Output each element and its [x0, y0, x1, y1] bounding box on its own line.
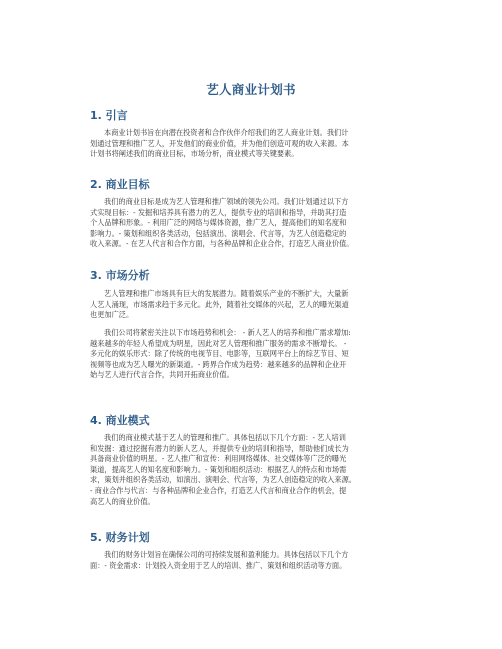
section-paragraph [90, 328, 420, 381]
paragraph-line: 式实现目标：- 发掘和培养具有潜力的艺人，提供专业的培训和指导，并助其打造 [90, 207, 347, 217]
paragraph-line: 始与艺人进行代言合作，共同开拓商业价值。 [90, 370, 234, 380]
paragraph-line: 具备商业价值的明星。- 艺人推广和宣传：利用网络媒体、社交媒体等广泛的曝光 [90, 454, 347, 464]
paragraph-line: 我们的财务计划旨在确保公司的可持续发展和盈利能力。具体包括以下几个方 [104, 550, 349, 559]
section-paragraph [90, 550, 420, 571]
paragraph-line: 高艺人的商业价值。 [90, 496, 155, 506]
paragraph-line: 求，策划并组织各类活动，如演出、演唱会、代言等，为艺人创造稳定的收入来源。 [90, 475, 356, 485]
paragraph-line: 我们公司将紧密关注以下市场趋势和机会： - 新人艺人的培养和推广需求增加: [104, 328, 351, 337]
section-paragraph [90, 197, 420, 250]
paragraph-line: 划通过管理和推广艺人，开发他们的商业价值，并为他们创造可观的收入来源。本 [90, 138, 349, 148]
section-paragraph [90, 128, 420, 160]
paragraph-line: 也更加广泛。 [90, 310, 134, 320]
paragraph-line: 视频等也成为艺人曝光的新渠道。- 跨界合作成为趋势：越来越多的品牌和企业开 [90, 359, 347, 369]
section-heading-financial-plan: 5. 财务计划 [90, 531, 150, 544]
section-heading-business-goals: 2. 商业目标 [90, 178, 150, 191]
paragraph-line: 渠道，提高艺人的知名度和影响力。- 策划和组织活动：根据艺人的特点和市场需 [90, 464, 347, 474]
section-heading-business-model: 4. 商业模式 [90, 414, 150, 427]
paragraph-line: 人艺人涌现，市场需求趋于多元化。此外，随着社交媒体的兴起，艺人的曝光渠道 [90, 299, 349, 309]
section-heading-introduction: 1. 引言 [90, 109, 128, 122]
paragraph-line: - 商业合作与代言：与各种品牌和企业合作，打造艺人代言和商业合作的机会，提 [90, 485, 347, 495]
section-heading-market-analysis: 3. 市场分析 [90, 269, 150, 282]
section-paragraph [90, 433, 420, 507]
paragraph-line: 多元化的娱乐形式：除了传统的电视节目、电影等，互联网平台上的综艺节目、短 [90, 349, 349, 359]
paragraph-line: 面：- 资金需求：计划投入资金用于艺人的培训、推广、策划和组织活动等方面。 [90, 560, 347, 570]
paragraph-line: 影响力。- 策划和组织各类活动，包括演出、演唱会、代言等，为艺人创造稳定的 [90, 228, 347, 238]
paragraph-line: 艺人管理和推广市场具有巨大的发展潜力。随着娱乐产业的不断扩大，大量新 [104, 289, 349, 298]
document-title: 艺人商业计划书 [206, 82, 296, 97]
paragraph-line: 计划书将阐述我们的商业目标，市场分析，商业模式等关键要素。 [90, 149, 299, 159]
paragraph-line: 本商业计划书旨在向潜在投资者和合作伙伴介绍我们的艺人商业计划。我们计 [104, 128, 349, 137]
paragraph-line: 我们的商业模式基于艺人的管理和推广。具体包括以下几个方面：- 艺人培训 [104, 433, 346, 442]
paragraph-line: 收入来源。- 在艺人代言和合作方面，与各种品牌和企业合作，打造艺人商业价值。 [90, 239, 354, 249]
paragraph-line: 个人品牌和形象。- 利用广泛的网络与媒体资源，推广艺人，提高他们的知名度和 [90, 218, 347, 228]
paragraph-line: 和发掘：通过挖掘有潜力的新人艺人，并提供专业的培训和指导，帮助他们成长为 [90, 443, 349, 453]
paragraph-line: 我们的商业目标是成为艺人管理和推广领域的领先公司。我们计划通过以下方 [104, 197, 349, 206]
paragraph-line: 越来越多的年轻人希望成为明星，因此对艺人管理和推广服务的需求不断增长。 - [90, 338, 347, 348]
section-paragraph [90, 289, 420, 321]
